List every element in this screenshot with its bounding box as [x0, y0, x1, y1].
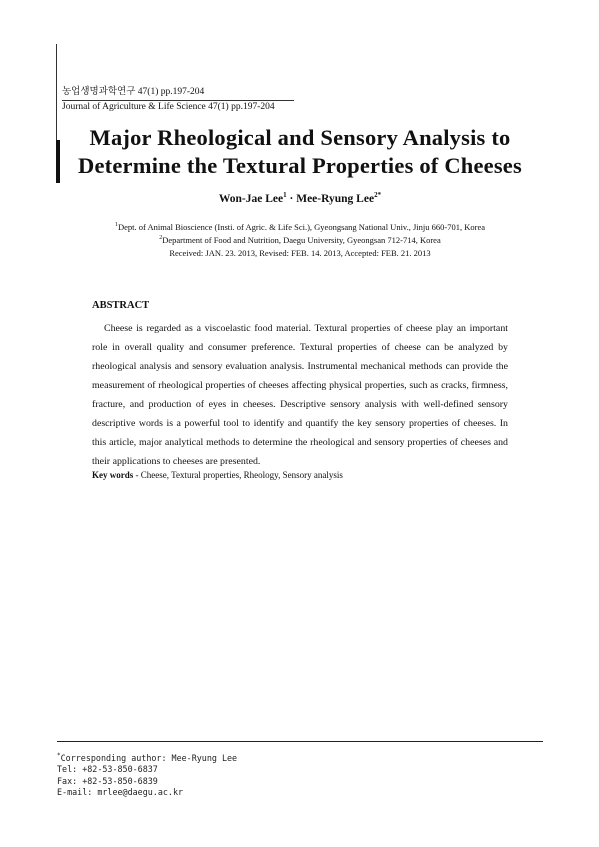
- affiliation-2: [0, 235, 600, 245]
- affiliation-2-mark: 2: [159, 235, 163, 242]
- keywords: [92, 470, 343, 480]
- footnote-rule: [57, 741, 543, 742]
- author-separator: ·: [289, 192, 294, 205]
- received-dates: Received: JAN. 23. 2013, Revised: FEB. 14. 2013, Accepted: FEB. 21. 2013: [169, 248, 431, 258]
- footnote-mark: *: [57, 752, 61, 759]
- keywords-label: Key words: [92, 470, 134, 480]
- author-2: Mee-Ryung Lee: [296, 192, 375, 205]
- affiliation-1: [0, 222, 600, 232]
- author-2-mark: 2*: [374, 191, 382, 199]
- journal-header: [62, 86, 294, 114]
- footnote: [57, 750, 237, 799]
- author-list: [0, 191, 600, 205]
- title-line-1: Major Rheological and Sensory Analysis to: [89, 125, 511, 150]
- corresponding-author: Corresponding author: Mee-Ryung Lee: [60, 752, 238, 763]
- footnote-email: E-mail: mrlee@daegu.ac.kr: [57, 787, 184, 798]
- journal-korean-title: 농업생명과학연구 47(1) pp.197-204: [62, 86, 294, 101]
- author-1-mark: 1: [283, 191, 287, 199]
- journal-english-title: Journal of Agriculture & Life Science 47(1) pp.197-204: [62, 102, 275, 112]
- footnote-tel: Tel: +82-53-850-6837: [57, 764, 158, 775]
- footnote-corresponding: [57, 750, 237, 764]
- affiliation-2-text: Department of Food and Nutrition, Daegu University, Gyeongsan 712-714, Korea: [162, 235, 441, 245]
- title-line-2: Determine the Textural Properties of Cheeses: [78, 153, 522, 178]
- keywords-text: - Cheese, Textural properties, Rheology, Sensory analysis: [133, 470, 343, 480]
- abstract-heading: ABSTRACT: [92, 300, 150, 311]
- paper-title: [40, 124, 560, 180]
- affiliation-1-mark: 1: [115, 222, 118, 229]
- footnote-fax: Fax: +82-53-850-6839: [57, 775, 158, 786]
- abstract-body: Cheese is regarded as a viscoelastic food material. Textural properties of cheese play an important role in overall quality and consumer preference. Textural properties of cheese can be analyzed by rheological analysis and sensory evaluation analysis. Instrumental mechanical methods can provide the measurement of rheological properties of cheeses affecting physical properties, such as cracks, firmness, fracture, and production of eyes in cheeses. Descriptive sensory analysis with well-defined sensory descriptive words is a powerful tool to identify and quantify the key sensory properties of cheeses. In this article, major analytical methods to determine the rheological and sensory properties of cheeses and their applications to cheeses are presented.: [92, 323, 508, 467]
- affiliation-1-text: Dept. of Animal Bioscience (Insti. of Agric. & Life Sci.), Gyeongsang National Univ., Jinju 660-701, Korea: [118, 222, 485, 232]
- author-1: Won-Jae Lee: [218, 192, 284, 205]
